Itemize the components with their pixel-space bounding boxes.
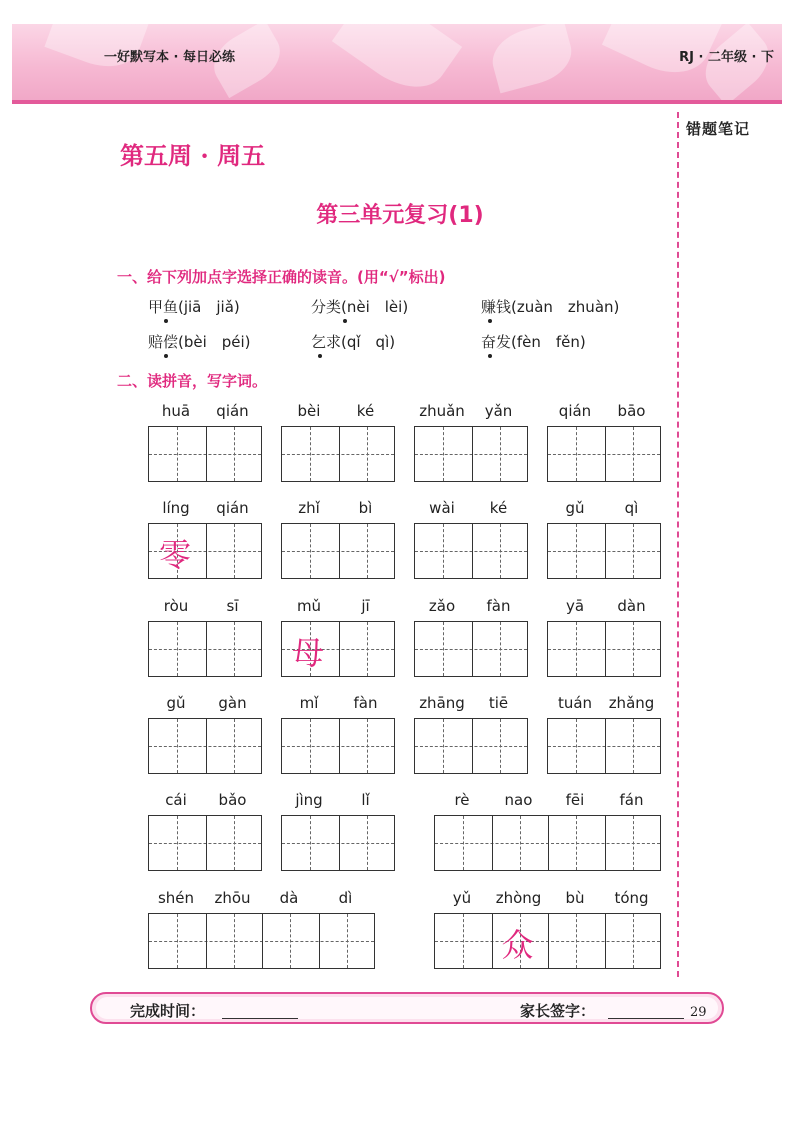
writing-grid[interactable]	[547, 718, 661, 774]
pinyin-label: fēi	[565, 791, 585, 809]
page-number: 29	[690, 1005, 707, 1020]
writing-grid[interactable]	[547, 426, 661, 482]
pinyin-label: zǎo	[428, 597, 456, 615]
notes-title: 错题笔记	[686, 120, 751, 138]
pinyin-label: bì	[358, 499, 373, 517]
parent-signature-label: 家长签字：	[520, 1002, 596, 1020]
pinyin-label: shén	[157, 889, 195, 907]
pinyin-label: ké	[489, 499, 508, 517]
answer-char[interactable]: 零	[159, 536, 192, 574]
writing-grid[interactable]	[547, 523, 661, 579]
writing-grid[interactable]	[148, 523, 262, 579]
pinyin-label: cái	[165, 791, 187, 809]
answer-char[interactable]: 母	[292, 634, 325, 672]
unit-title: 第三单元复习(1)	[316, 203, 484, 228]
question-item: 乞求(qǐ qì)	[311, 333, 396, 351]
parent-signature-field[interactable]	[608, 1018, 684, 1019]
emphasis-dot	[488, 354, 492, 358]
pinyin-label: fàn	[486, 597, 511, 615]
pinyin-label: fán	[619, 791, 644, 809]
section1-title: 一、给下列加点字选择正确的读音。(用“√”标出)	[117, 268, 446, 286]
question-item: 赔偿(bèi péi)	[148, 333, 251, 351]
emphasis-dot	[488, 319, 492, 323]
pinyin-label: rè	[454, 791, 470, 809]
pinyin-label: bāo	[617, 402, 646, 420]
notes-divider	[677, 112, 679, 977]
pinyin-label: jìng	[295, 791, 323, 809]
pinyin-label: tóng	[614, 889, 649, 907]
pinyin-label: qián	[216, 499, 249, 517]
writing-grid[interactable]	[434, 913, 661, 969]
answer-char[interactable]: 众	[501, 926, 534, 964]
pinyin-label: fàn	[353, 694, 378, 712]
pinyin-label: dàn	[617, 597, 646, 615]
question-item: 赚钱(zuàn zhuàn)	[481, 298, 620, 316]
writing-grid[interactable]	[281, 426, 395, 482]
writing-grid[interactable]	[148, 621, 262, 677]
pinyin-label: yǔ	[452, 889, 472, 907]
writing-grid[interactable]	[414, 718, 528, 774]
writing-grid[interactable]	[148, 718, 262, 774]
question-item: 甲鱼(jiā jiǎ)	[148, 298, 240, 316]
pinyin-label: wài	[429, 499, 455, 517]
pinyin-label: sī	[226, 597, 239, 615]
pinyin-label: ròu	[163, 597, 189, 615]
writing-grid[interactable]	[148, 426, 262, 482]
emphasis-dot	[164, 319, 168, 323]
writing-grid[interactable]	[414, 426, 528, 482]
emphasis-dot	[318, 354, 322, 358]
pinyin-label: tuán	[557, 694, 593, 712]
writing-grid[interactable]	[414, 621, 528, 677]
writing-grid[interactable]	[148, 815, 262, 871]
emphasis-dot	[343, 319, 347, 323]
pinyin-label: qián	[216, 402, 249, 420]
pinyin-label: bù	[565, 889, 585, 907]
pinyin-label: zhāng	[419, 694, 465, 712]
writing-grid[interactable]	[148, 913, 375, 969]
pinyin-label: tiē	[488, 694, 509, 712]
book-title: 一好默写本 · 每日必练	[104, 50, 235, 65]
pinyin-label: ké	[356, 402, 375, 420]
writing-grid[interactable]	[281, 718, 395, 774]
writing-grid[interactable]	[281, 621, 395, 677]
writing-grid[interactable]	[281, 815, 395, 871]
writing-grid[interactable]	[281, 523, 395, 579]
pinyin-label: zhòng	[495, 889, 542, 907]
pinyin-label: líng	[162, 499, 190, 517]
pinyin-label: qián	[558, 402, 592, 420]
pinyin-label: qì	[624, 499, 639, 517]
pinyin-label: mǔ	[296, 597, 322, 615]
pinyin-label: huā	[161, 402, 191, 420]
pinyin-label: gàn	[218, 694, 247, 712]
completion-time-label: 完成时间：	[130, 1002, 206, 1020]
pinyin-label: dì	[338, 889, 353, 907]
question-item: 分类(nèi lèi)	[311, 298, 409, 316]
footer-bar	[90, 992, 724, 1024]
pinyin-label: gǔ	[565, 499, 585, 517]
pinyin-label: nao	[504, 791, 533, 809]
pinyin-label: zhōu	[214, 889, 251, 907]
completion-time-field[interactable]	[222, 1018, 298, 1019]
pinyin-label: zhǐ	[298, 499, 320, 517]
writing-grid[interactable]	[434, 815, 661, 871]
pinyin-label: dà	[279, 889, 299, 907]
writing-grid[interactable]	[414, 523, 528, 579]
pinyin-label: zhǎng	[608, 694, 655, 712]
grade-label: RJ · 二年级 · 下	[679, 50, 774, 65]
question-item: 奋发(fèn fěn)	[481, 333, 586, 351]
pinyin-label: yǎn	[484, 402, 513, 420]
pinyin-label: bǎo	[218, 791, 247, 809]
pinyin-label: gǔ	[166, 694, 186, 712]
pinyin-label: bèi	[297, 402, 321, 420]
section2-title: 二、读拼音，写字词。	[117, 372, 268, 390]
pinyin-label: lǐ	[361, 791, 370, 809]
pinyin-label: jī	[361, 597, 370, 615]
pinyin-label: yā	[565, 597, 585, 615]
emphasis-dot	[164, 354, 168, 358]
week-title: 第五周 · 周五	[120, 141, 266, 170]
pinyin-label: zhuǎn	[419, 402, 465, 420]
pinyin-label: mǐ	[299, 694, 319, 712]
writing-grid[interactable]	[547, 621, 661, 677]
